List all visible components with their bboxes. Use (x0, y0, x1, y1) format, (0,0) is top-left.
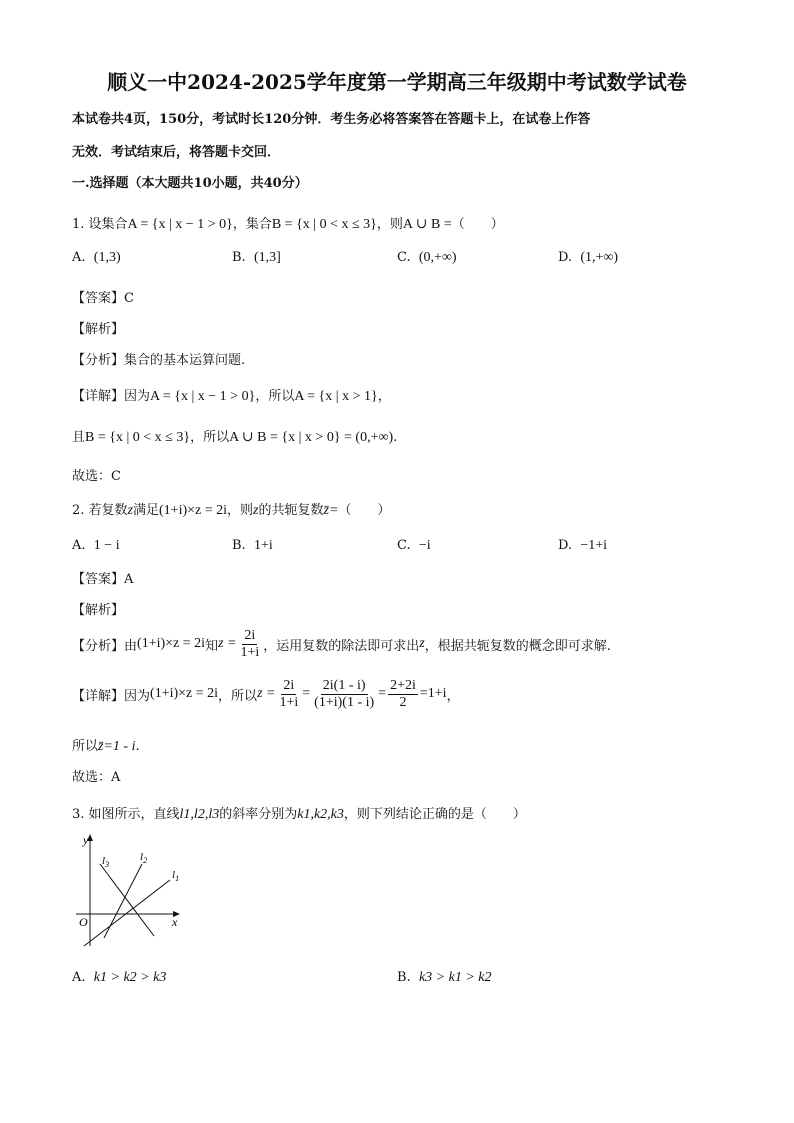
x-axis-label: x (172, 915, 178, 929)
origin-label: O (79, 915, 88, 929)
question-2-stem: 2. 若复数z满足(1+i)×z = 2i，则z的共轭复数z̄=（ ） (72, 503, 391, 518)
question-2-xiangjie: 【详解】 因为 (1+i)×z = 2i ，所以 z = $\frac{2i}{1+i}$ = $\frac{2i(1 - i)}{(1+i)(1 - i)}$ = $\frac{2+2i}{2}$ =1+i ， (72, 677, 460, 710)
notice-line-1: 本试卷共4页，150分，考试时长120分钟．考生务必将答案答在答题卡上，在试卷上作答 (72, 112, 591, 127)
question-1-xiangjie-line-1: 【详解】因为A = {x | x − 1 > 0}，所以A = {x | x > 1}， (72, 389, 391, 404)
question-3-option-b: B. k3 > k1 > k2 (397, 970, 492, 985)
question-1-option-b: B. (1,3] (232, 250, 281, 265)
fraction: $\frac{2i}{1+i}$ (240, 627, 260, 660)
question-1-option-c: C. (0,+∞) (397, 250, 457, 265)
question-1-xiangjie-line-2: 且B = {x | 0 < x ≤ 3}，所以A ∪ B = {x | x > 0} = (0,+∞). (72, 430, 398, 445)
line-l1 (84, 880, 170, 946)
question-2-answer: 【答案】A (72, 572, 134, 587)
question-1-analysis-tag: 【解析】 (72, 322, 125, 337)
section-heading: 一.选择题（本大题共10小题，共40分） (72, 176, 308, 191)
question-1-answer: 【答案】C (72, 291, 134, 306)
question-2-choice: 故选：A (72, 770, 121, 785)
fraction: $\frac{2+2i}{2}$ (390, 677, 416, 710)
question-1-option-a: A. (1,3) (72, 250, 121, 265)
question-1-choice: 故选：C (72, 469, 121, 484)
question-2-analysis-tag: 【解析】 (72, 603, 125, 618)
question-2-option-b: B. 1+i (232, 538, 273, 553)
question-2-conclusion: 所以z̄=1 - i. (72, 739, 140, 754)
set-a-expression: A = {x | x − 1 > 0} (127, 217, 233, 232)
fraction: $\frac{2i}{1+i}$ (279, 677, 299, 710)
union-expression: A ∪ B = (402, 217, 452, 232)
question-3-option-a: A. k1 > k2 > k3 (72, 970, 167, 985)
question-2-fenxi: 【分析】 由 (1+i)×z = 2i 知 z = $\frac{2i}{1+i}$ ，运用复数的除法即可求出 z ，根据共轭复数的概念即可求解. (72, 627, 611, 660)
l1-label: $l_1$ (172, 869, 180, 883)
slope-lines-figure (72, 828, 190, 952)
l2-label: $l_2$ (140, 851, 148, 865)
l3-label: $l_3$ (102, 855, 110, 869)
question-2-option-a: A. 1 − i (72, 538, 120, 553)
y-axis-label: y (83, 833, 89, 847)
notice-line-2: 无效．考试结束后，将答题卡交回． (72, 145, 281, 160)
question-1-option-d: D. (1,+∞) (558, 250, 619, 265)
line-l3 (100, 864, 154, 936)
fraction: $\frac{2i(1 - i)}{(1+i)(1 - i)}$ (314, 677, 375, 710)
question-1-fenxi: 【分析】集合的基本运算问题. (72, 353, 246, 368)
question-2-option-c: C. −i (397, 538, 431, 553)
set-b-expression: B = {x | 0 < x ≤ 3} (271, 217, 377, 232)
question-3-stem: 3. 如图所示，直线l1,l2,l3的斜率分别为k1,k2,k3，则下列结论正确的是（ ） (72, 807, 526, 822)
page-title: 顺义一中2024-2025学年度第一学期高三年级期中考试数学试卷 (107, 70, 687, 94)
question-1-stem: 1. 设集合A = {x | x − 1 > 0}，集合B = {x | 0 < x ≤ 3}，则A ∪ B =（ ） (72, 217, 504, 232)
question-2-option-d: D. −1+i (558, 538, 608, 553)
